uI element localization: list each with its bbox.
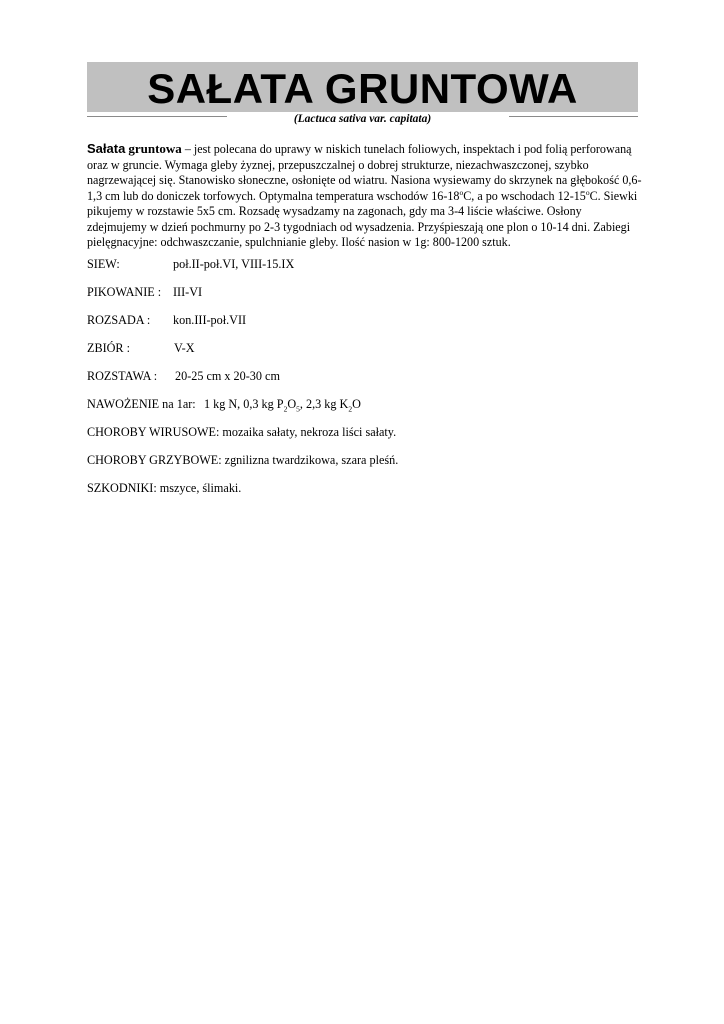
- nawozenie-label: NAWOŻENIE na 1ar:: [87, 397, 196, 411]
- zbior-value: V-X: [174, 341, 195, 355]
- szkodniki-line: SZKODNIKI: mszyce, ślimaki.: [87, 481, 242, 495]
- degree-mark-1: o: [459, 187, 464, 197]
- nawozenie-subscript-1: 2: [283, 404, 288, 414]
- rozstawa-value: 20-25 cm x 20-30 cm: [175, 369, 280, 383]
- intro-text-2: C, a po wschodach 12-15: [463, 188, 586, 203]
- title-banner: [87, 62, 638, 112]
- nawozenie-value-part-2: O: [287, 397, 297, 411]
- rozstawa-label: ROZSTAWA :: [87, 369, 158, 383]
- nawozenie-subscript-3: 2: [348, 404, 353, 414]
- choroby-grzybowe-line: CHOROBY GRZYBOWE: zgnilizna twardzikowa, szara pleśń.: [87, 453, 399, 467]
- pikowanie-label: PIKOWANIE :: [87, 285, 162, 299]
- rozstawa-row: [87, 369, 280, 384]
- nawozenie-row: [87, 397, 361, 414]
- nawozenie-value-part-4: O: [352, 397, 361, 411]
- degree-mark-2: o: [585, 187, 590, 197]
- rozsada-value: kon.III-poł.VII: [173, 313, 247, 327]
- rozsada-label: ROZSADA :: [87, 313, 151, 327]
- nawozenie-value: [204, 397, 361, 412]
- nawozenie-subscript-2: 5: [296, 404, 300, 414]
- zbior-row: [87, 341, 195, 356]
- intro-paragraph: [87, 141, 643, 251]
- subtitle-rule-right: [509, 116, 638, 117]
- intro-lead-word-2: gruntowa: [128, 141, 182, 156]
- rozsada-row: [87, 313, 247, 328]
- zbior-label: ZBIÓR :: [87, 341, 130, 355]
- pikowanie-value: III-VI: [173, 285, 203, 299]
- nawozenie-value-part-1: 1 kg N, 0,3 kg P: [204, 397, 284, 411]
- siew-value: poł.II-poł.VI, VIII-15.IX: [173, 257, 295, 271]
- siew-row: [87, 257, 295, 272]
- choroby-wirusowe-line: CHOROBY WIRUSOWE: mozaika sałaty, nekroza liści sałaty.: [87, 425, 397, 439]
- intro-lead-word-1: Sałata: [87, 141, 126, 156]
- nawozenie-value-part-3: , 2,3 kg K: [299, 397, 349, 411]
- latin-name: (Lactuca sativa var. capitata): [293, 113, 432, 125]
- intro-text-3: C. Siewki pikujemy w rozstawie 5x5 cm. Rozsadę wysadzamy na zagonach, gdy ma 3-4 liście właściwe. Osłony zdejmujemy w dzień pochmurny po 2-3 tygodniach od wysadzenia. Przyśpieszają one plon o 10-14 dni. Zabiegi pielęgnacyjne: odchwaszczanie, spulchnianie gleby. Ilość nasion w 1g: 800-1200 sztuk.: [87, 188, 638, 249]
- pikowanie-row: [87, 285, 203, 300]
- siew-label: SIEW:: [87, 257, 120, 271]
- intro-text-1: – jest polecana do uprawy w niskich tunelach foliowych, inspektach i pod folią perforowaną oraz w gruncie. Wymaga gleby żyznej, przepuszczalnej o dobrej strukturze, niezachwaszczonej, szybko nagrzewającej się. Stanowisko słoneczne, osłonięte od wiatru. Nasiona wysiewamy do skrzynek na głębokość 0,6-1,3 cm lub do doniczek torfowych. Optymalna temperatura wschodów 16-18: [87, 142, 642, 203]
- page-title: SAŁATA GRUNTOWA: [147, 65, 578, 112]
